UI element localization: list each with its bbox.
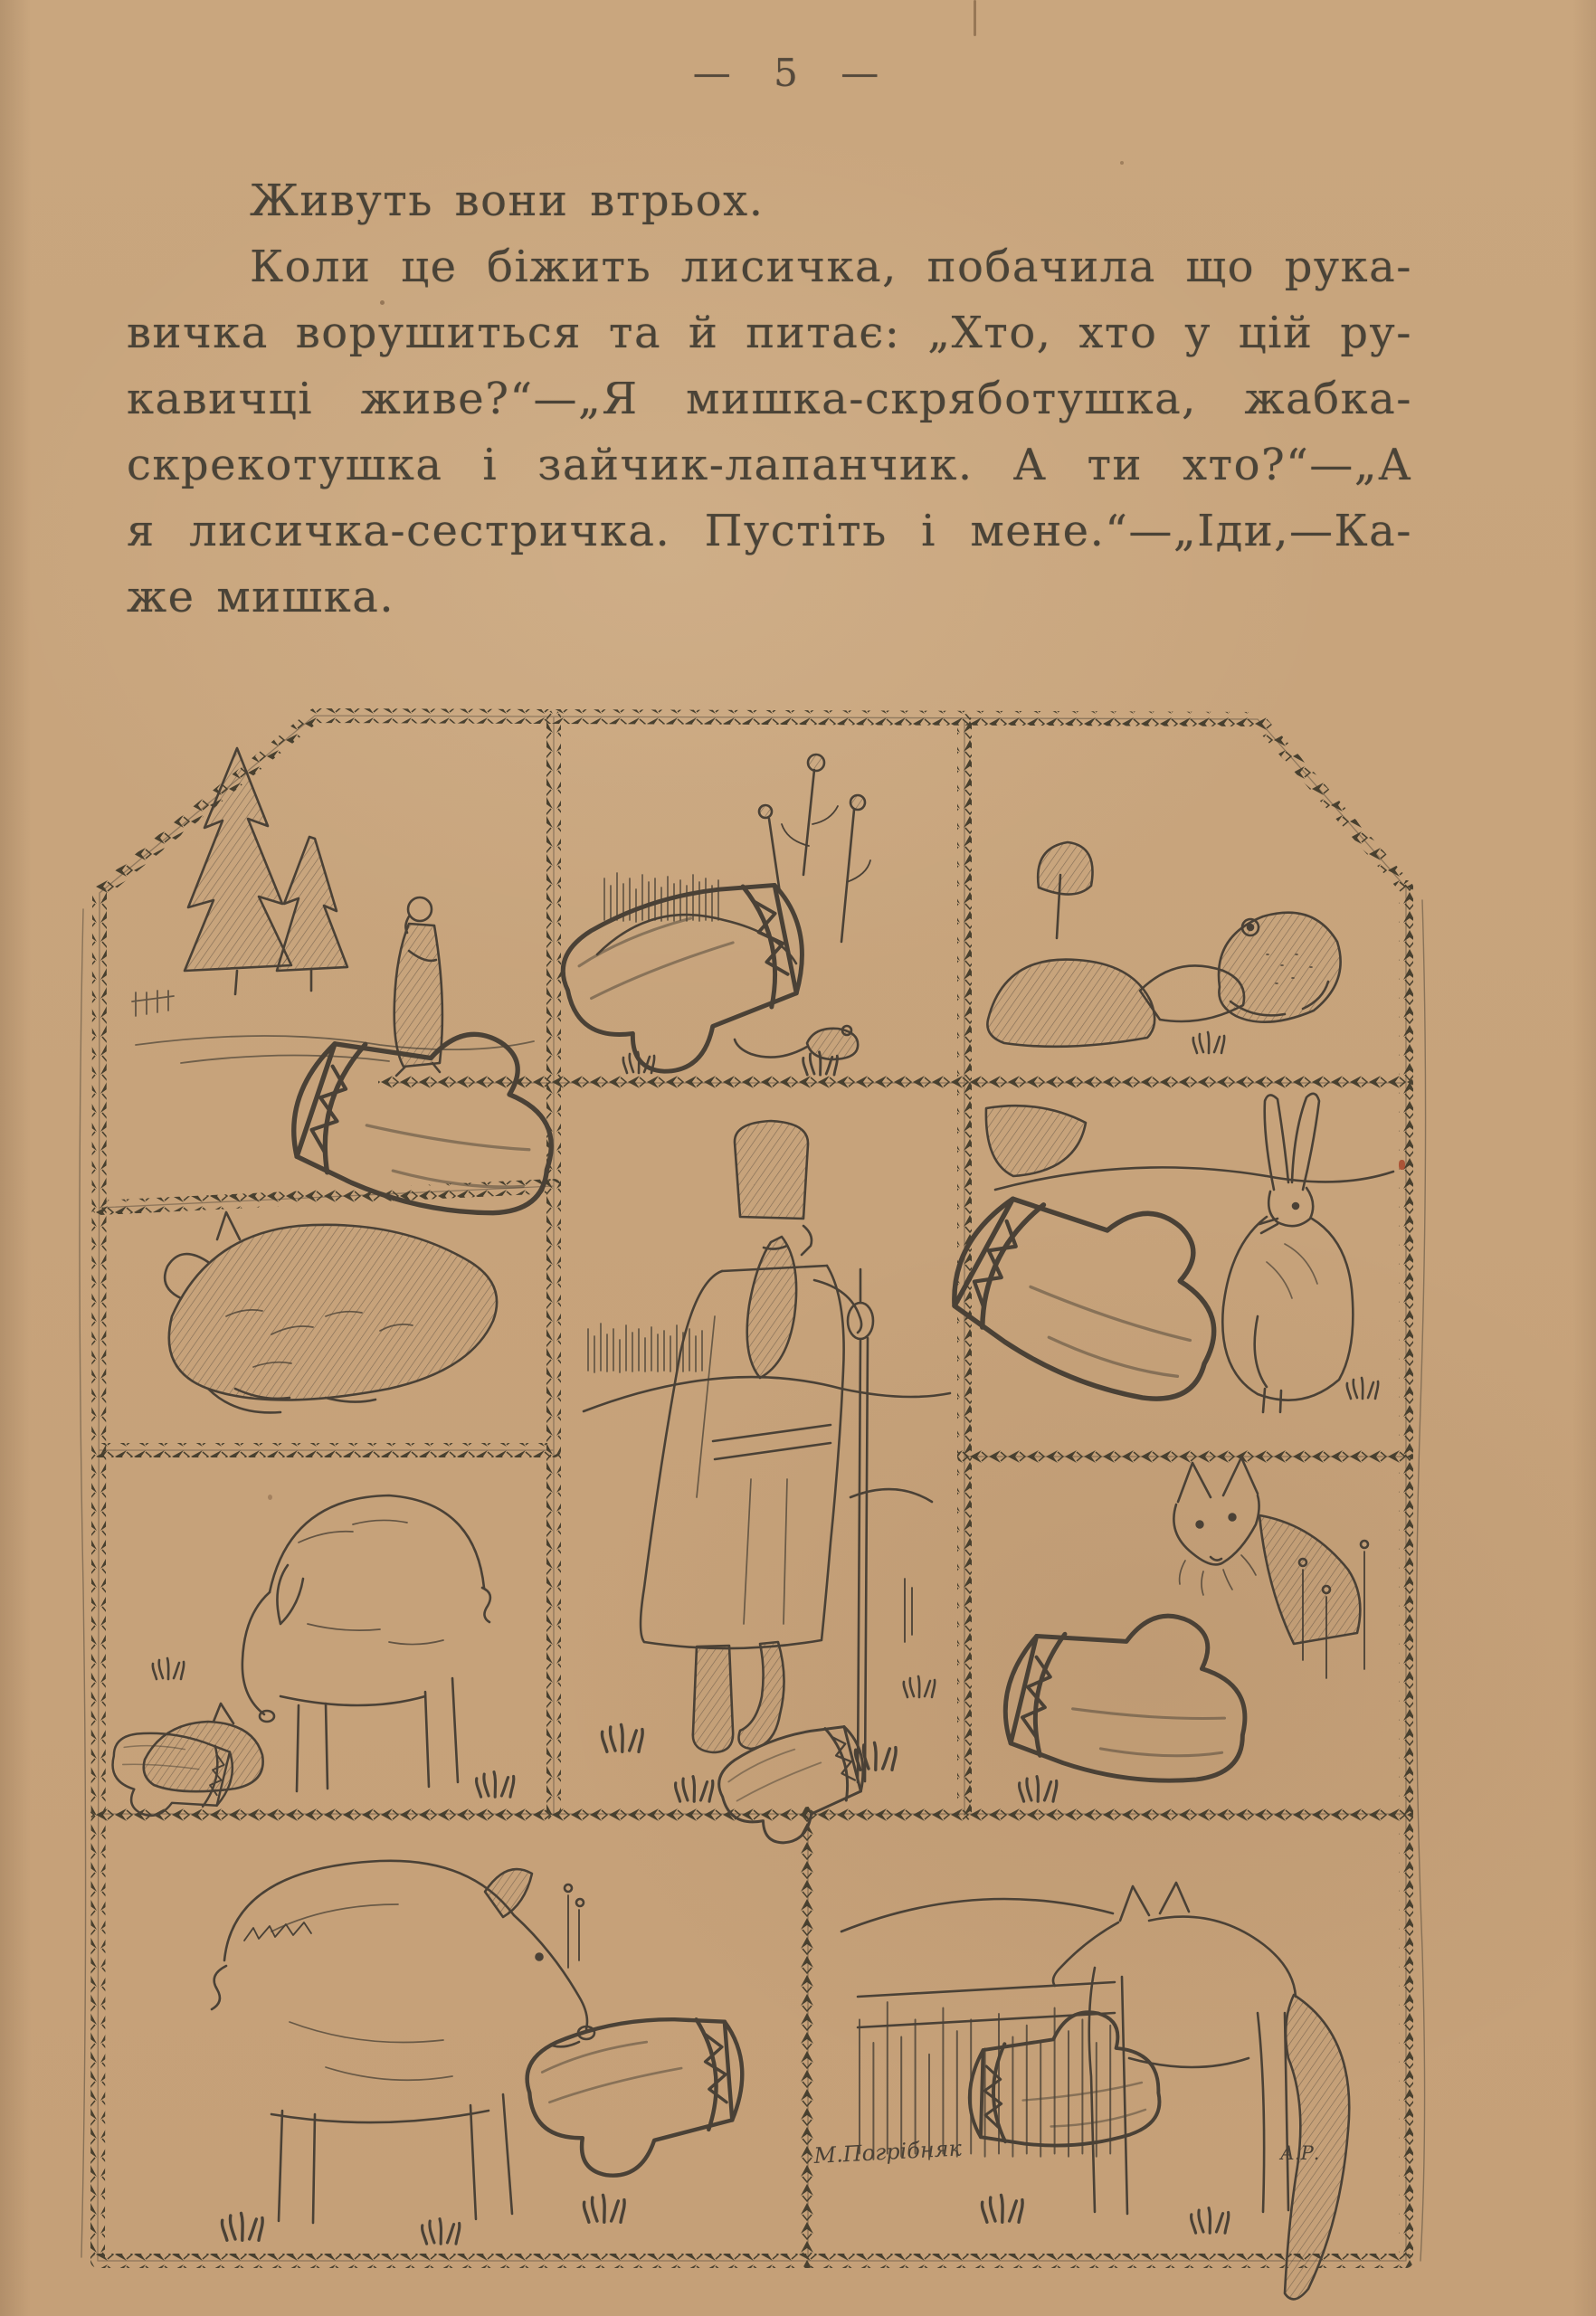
mitten-story-illustration [0,683,1596,2316]
text-line: же мишка. [127,572,395,622]
artist-monogram: А.Р. [1280,2142,1320,2164]
panel-mid-right-bottom [996,1457,1368,1801]
artist-signature: М.Погрібняк [812,2135,963,2169]
paper-fiber [974,0,976,36]
paper-speck [380,300,385,305]
panel-bottom-left [212,1861,755,2244]
panel-bottom-right [841,1883,1349,2299]
paper-speck [268,1495,272,1500]
panel-mid-right-top [936,1094,1393,1427]
panel-top-right [987,842,1340,1053]
panel-top-center [551,755,870,1092]
text-line: скрекотушка і зайчик-лапанчик. А ти хто?“—„А [127,440,1412,490]
panel-center [584,1121,950,1857]
text-line: я лисичка-сестричка. Пустіть і мене.“—„Іди,—Ка- [127,506,1412,556]
page-number: — 5 — [692,51,882,95]
text-line: вичка ворушиться та й питає: „Хто, хто у цій ру- [127,308,1412,358]
story-text [127,168,1412,631]
panel-mid-left-bottom [104,1495,514,1828]
red-paper-speck [1399,1160,1405,1170]
text-line: Коли це біжить лисичка, побачила що рука- [250,242,1412,292]
text-line: кавичці живе?“—„Я мишка-скряботушка, жабка- [127,374,1412,424]
panel-top-left [132,748,534,1076]
paper-speck [1120,161,1124,165]
text-line: Живуть вони втрьох. [250,176,765,226]
